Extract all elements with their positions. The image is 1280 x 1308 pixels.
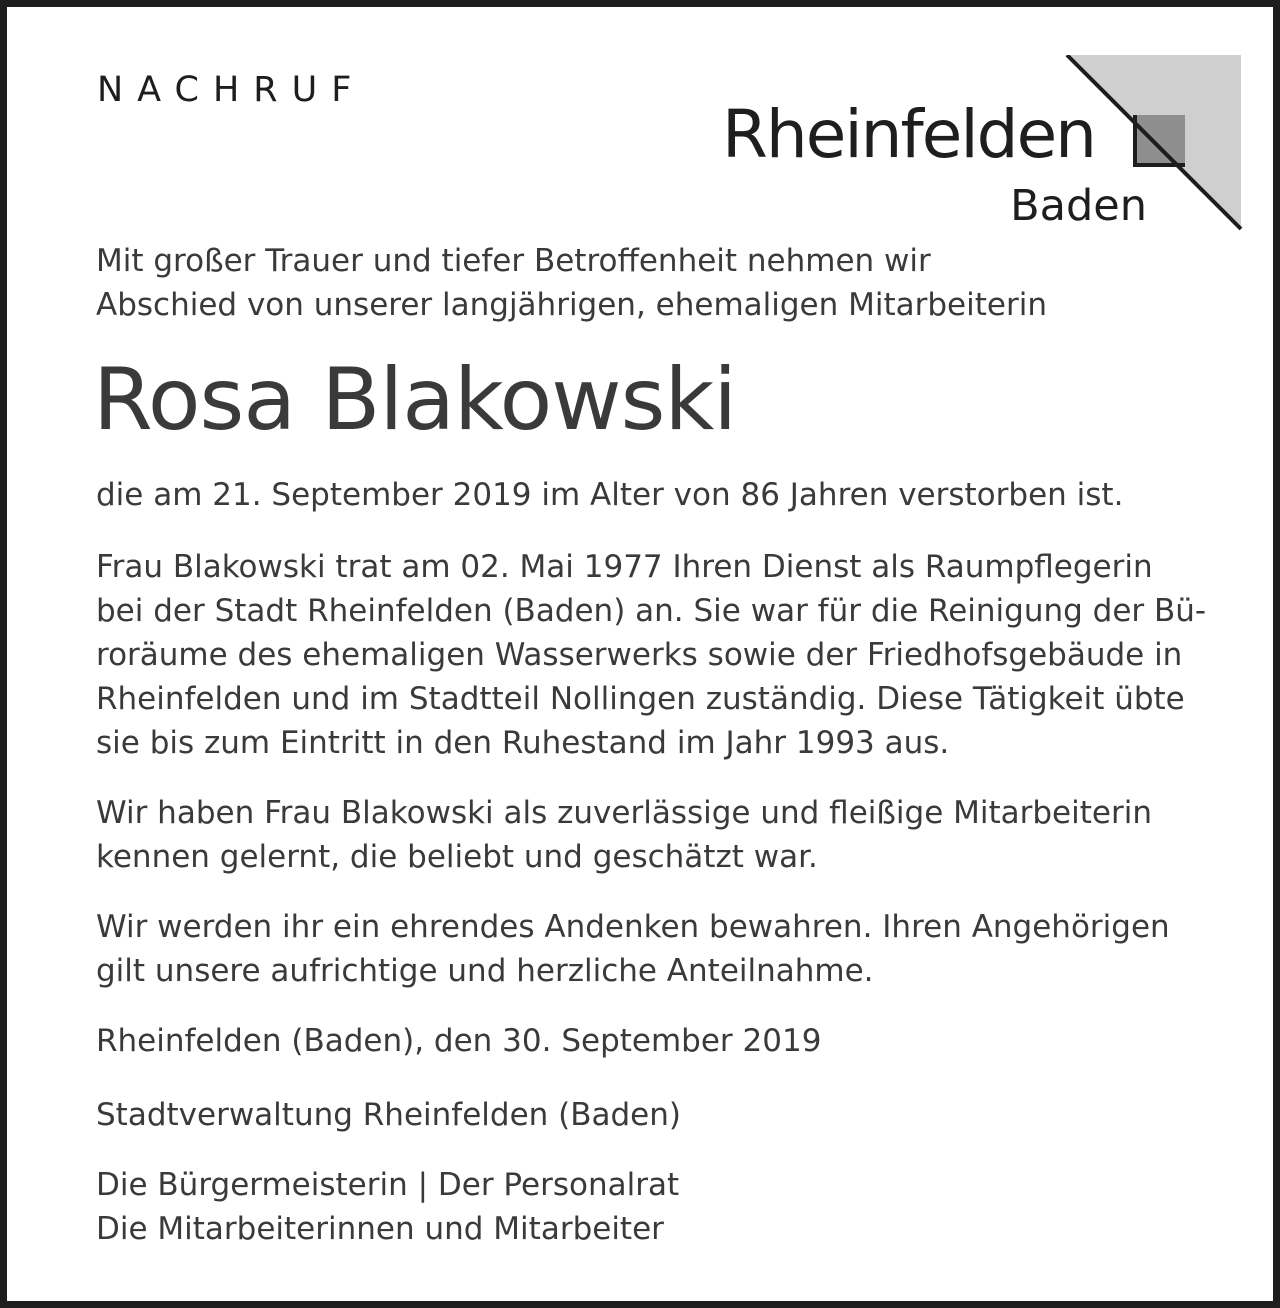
signature-line: Die Mitarbeiterinnen und Mitarbeiter bbox=[96, 1211, 664, 1247]
paragraph-line: Wir haben Frau Blakowski als zuverlässige und fleißige Mitarbeiterin bbox=[96, 795, 1152, 831]
appreciation-paragraph bbox=[96, 791, 1226, 879]
paragraph-line: kennen gelernt, die beliebt und geschätzt war. bbox=[96, 839, 818, 875]
death-date-text: die am 21. September 2019 im Alter von 86 Jahren verstorben ist. bbox=[96, 477, 1124, 513]
signature-line: Die Bürgermeisterin | Der Personalrat bbox=[96, 1167, 680, 1203]
paragraph-line: sie bis zum Eintritt in den Ruhestand im Jahr 1993 aus. bbox=[96, 725, 950, 761]
intro-text bbox=[96, 239, 1226, 327]
city-logo bbox=[707, 55, 1243, 233]
logo-city-name: Rheinfelden bbox=[722, 96, 1095, 173]
logo-city-subtitle: Baden bbox=[1010, 181, 1147, 231]
paragraph-line: bei der Stadt Rheinfelden (Baden) an. Sie war für die Reinigung der Bü- bbox=[96, 593, 1207, 629]
paragraph-line: roräume des ehemaligen Wasserwerks sowie der Friedhofsgebäude in bbox=[96, 637, 1183, 673]
place-date: Rheinfelden (Baden), den 30. September 2019 bbox=[96, 1023, 822, 1059]
notice-heading: NACHRUF bbox=[97, 70, 366, 110]
intro-line: Abschied von unserer langjährigen, ehemaligen Mitarbeiterin bbox=[96, 287, 1047, 323]
condolence-paragraph bbox=[96, 905, 1226, 993]
paragraph-line: gilt unsere aufrichtige und herzliche Anteilnahme. bbox=[96, 953, 874, 989]
paragraph-line: Wir werden ihr ein ehrendes Andenken bewahren. Ihren Angehörigen bbox=[96, 909, 1170, 945]
paragraph-line: Rheinfelden und im Stadtteil Nollingen zuständig. Diese Tätigkeit übte bbox=[96, 681, 1185, 717]
signatures bbox=[96, 1163, 1226, 1251]
intro-line: Mit großer Trauer und tiefer Betroffenheit nehmen wir bbox=[96, 243, 931, 279]
paragraph-line: Frau Blakowski trat am 02. Mai 1977 Ihren Dienst als Raumpflegerin bbox=[96, 549, 1153, 585]
deceased-name: Rosa Blakowski bbox=[93, 350, 737, 450]
service-paragraph bbox=[96, 545, 1226, 765]
organization-name: Stadtverwaltung Rheinfelden (Baden) bbox=[96, 1097, 681, 1133]
